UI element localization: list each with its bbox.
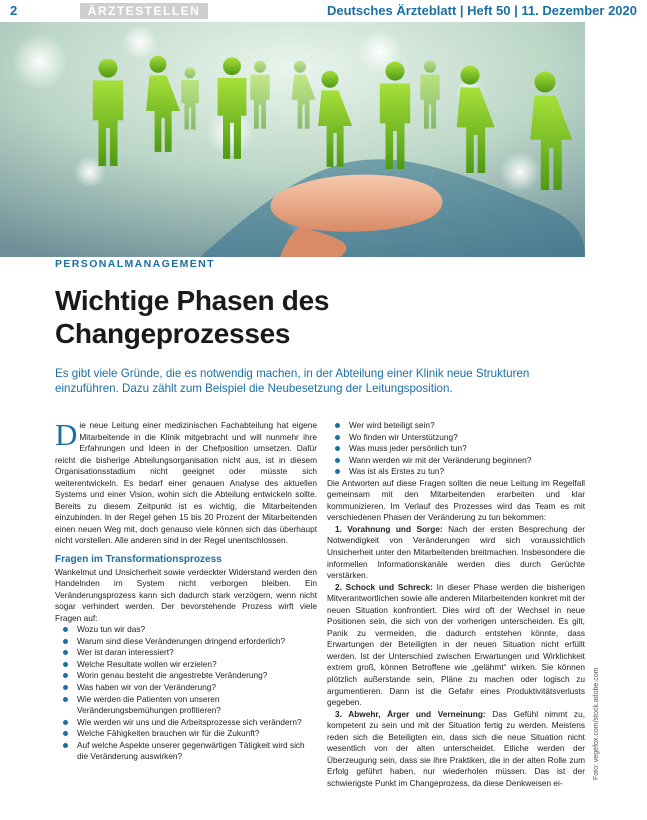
section-subheading: Fragen im Transformationsprozess (55, 554, 222, 566)
phase-paragraph (327, 524, 585, 582)
hero-image (0, 22, 585, 257)
list-item: Auf welche Aspekte unserer gegenwärtigen Tätigkeit wird sich die Veränderung auswirken? (55, 740, 317, 763)
photo-credit: Foto: vegefox.com/stock.adobe.com (593, 667, 600, 780)
paragraph: Die Antworten auf diese Fragen sollten die neue Leitung im Regelfall gemeinsam mit den Mitarbeitenden erarbeiten und klar kommunizieren. Im Verlauf des Prozesses wird das Team es mit verschiedenen Phasen der Veränderung zu tun bekommen: (327, 477, 585, 523)
phase-label: 2. Schock und Schreck: (335, 581, 433, 592)
hand-holding-figures-illustration (0, 22, 585, 257)
question-list-continued (327, 420, 585, 478)
list-item: Wer ist daran interessiert? (55, 647, 317, 659)
question-list (55, 624, 317, 763)
list-item: Wann werden wir mit der Veränderung beginnen? (327, 455, 585, 467)
phase-text: Das Gefühl nimmt zu, kompetent zu sein und mit der Situation fertig zu werden. Meistens reden sich die Beteiligten ein, dass sich die neue Situation nicht wesentlich von der alten unterscheidet. Etliche werden der Überzeugung sein, dass sie ihre Praktiken, die in der alten Rolle zum Erfolg geführt haben, nur wiederholen müssen. Das ist der schwierigste Punkt im Changeprozess, da diese Denkweisen ei- (327, 708, 585, 788)
phase-label: 1. Vorahnung und Sorge: (335, 523, 443, 534)
section-label (80, 3, 208, 19)
phase-text: Nach der ersten Besprechung der Notwendigkeit von Veränderungen wird sich voraussichtlich Unsicherheit unter den Mitarbeitenden breitmachen. Insbesondere die informellen Informationskanäle werden dies durch Gerüchte verstärken. (327, 523, 585, 581)
list-item: Wie werden die Patienten von unseren Veränderungsbemühungen profitieren? (55, 694, 317, 717)
list-item: Wie werden wir uns und die Arbeitsprozesse sich verändern? (55, 717, 317, 729)
phase-label: 3. Abwehr, Ärger und Verneinung: (335, 708, 486, 719)
article-column-left (55, 417, 317, 763)
list-item: Worin genau besteht die angestrebte Veränderung? (55, 670, 317, 682)
journal-issue-line: Deutsches Ärzteblatt | Heft 50 | 11. Dezember 2020 (326, 3, 637, 18)
intro-text: ie neue Leitung einer medizinischen Fachabteilung hat eigene Mitarbeitende in die Klinik mitgebracht und will nunmehr ihre Erfahrungen und Ideen in der Chefposition umsetzen. Dafür reicht die bisherige Abteilungsorganisation nicht aus, ist in diesem Organisationsstadium nicht geeignet oder müsste sich weiterentwickeln. Es bedarf einer genauen Analyse des aktuellen Systems und einer Vision, wohin sich die Abteilung entwickeln sollte. Bereits zu diesem Zeitpunkt ist es wichtig, die Mitarbeitenden einzubinden. In der Regel gehen 15 bis 20 Prozent der Mitarbeitenden einen neuen Weg mit, doch genauso viele können sich das überhaupt nicht vorstellen. Alle anderen sind in der Regel unentschlossen. (55, 420, 317, 546)
article-lead: Es gibt viele Gründe, die es notwendig machen, in der Abteilung einer Klinik neue Strukturen einzuführen. Dazu zählt zum Beispiel die Neubesetzung der Leitungsposition. (55, 367, 530, 395)
list-item: Was ist als Erstes zu tun? (327, 466, 585, 478)
article-title: Wichtige Phasen des Changeprozesses (55, 285, 330, 349)
phase-paragraph (327, 709, 585, 790)
intro-paragraph (55, 417, 317, 547)
paragraph: Wankelmut und Unsicherheit sowie verdeckter Widerstand werden den Handelnden im System nicht verborgen bleiben. Ein Veränderungsprozess kann sich dadurch stark verzögern, wenn nicht sogar verhindert werden. Der bevorstehende Prozess wirft viele Fragen auf: (55, 566, 317, 623)
running-header (0, 0, 647, 22)
page-number: 2 (10, 3, 18, 18)
list-item: Wozu tun wir das? (55, 624, 317, 636)
list-item: Welche Resultate wollen wir erzielen? (55, 659, 317, 671)
list-item: Wo finden wir Unterstützung? (327, 432, 585, 444)
article-column-right (327, 420, 585, 790)
article-kicker: PERSONALMANAGEMENT (55, 258, 215, 270)
phase-text: In dieser Phase werden die bisherigen Mitverantwortlichen sowie alle anderen Mitarbeitenden konkret mit der neuen Situation konfrontiert. Dies wird oft der Wechsel in neue Positionen sein, die sich von der vorherigen unterscheiden. Es gilt, Panik zu vermeiden, die dadurch entstehen könnte, dass Erwartungen der Beteiligten in der neuen Situation nicht erfüllt werden. Ist der Unterschied zwischen Erwartungen und Wirklichkeit extrem groß, können Betroffene wie „gelähmt“ wirken. Sie können plötzlich außerstande sein, Pläne zu machen oder logisch zu argumentieren. Dann ist die Gefahr eines Produktivitätsverlusts gegeben. (327, 581, 585, 708)
section-label-text: ÄRZTESTELLEN (87, 4, 201, 18)
list-item: Was haben wir von der Veränderung? (55, 682, 317, 694)
list-item: Warum sind diese Veränderungen dringend erforderlich? (55, 636, 317, 648)
drop-cap: D (55, 417, 78, 452)
phase-paragraph (327, 582, 585, 709)
list-item: Was muss jeder persönlich tun? (327, 443, 585, 455)
list-item: Wer wird beteiligt sein? (327, 420, 585, 432)
list-item: Welche Fähigkeiten brauchen wir für die Zukunft? (55, 728, 317, 740)
